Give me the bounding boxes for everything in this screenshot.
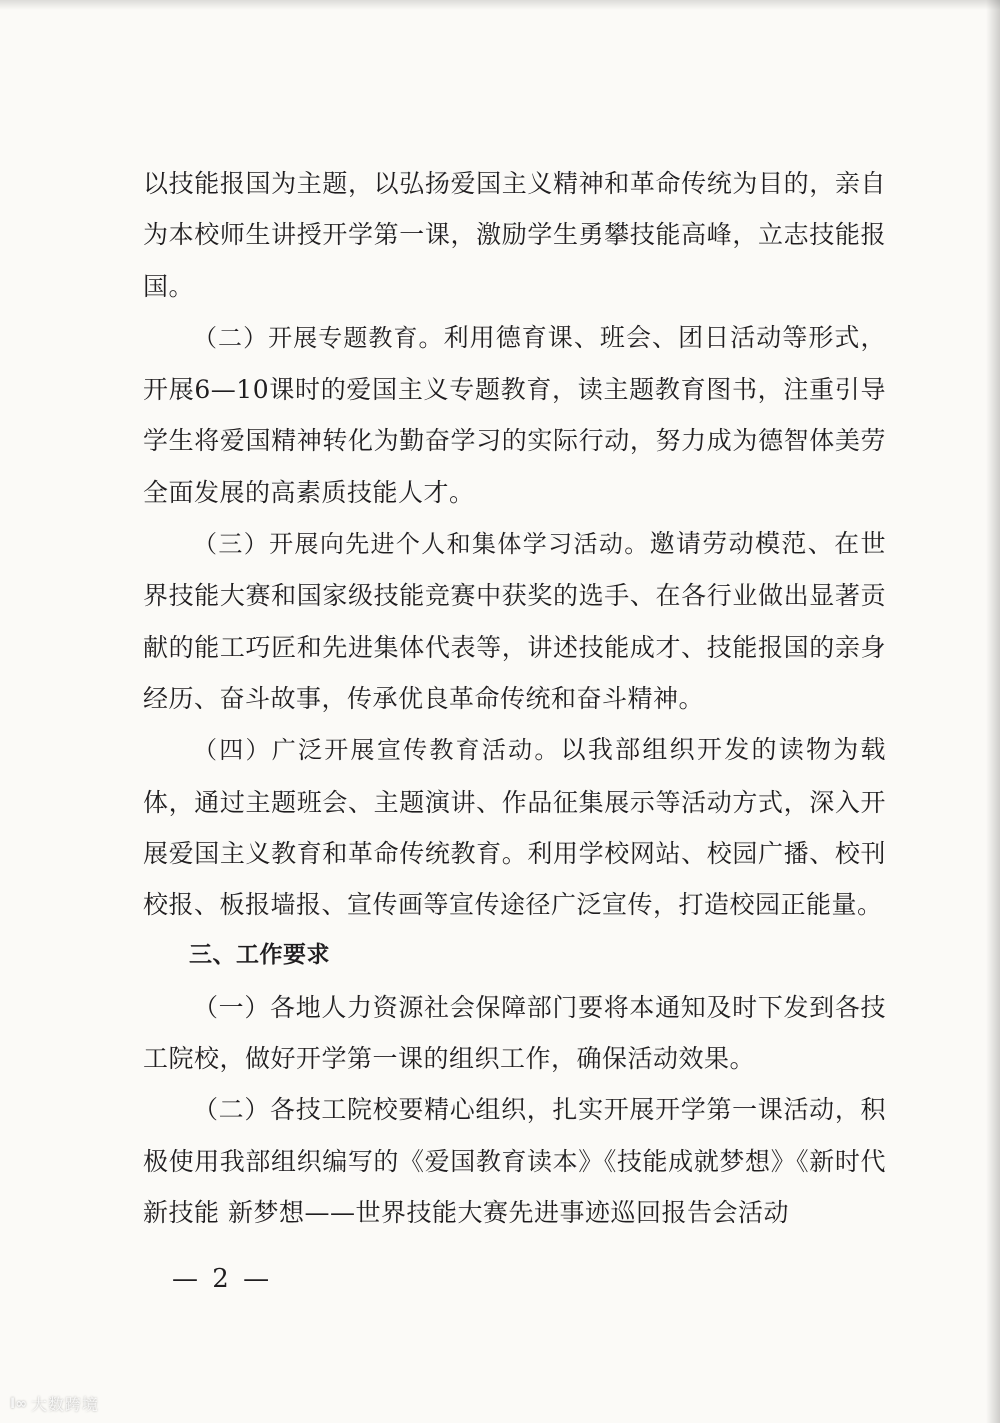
paragraph-topic-education bbox=[143, 312, 886, 518]
section-heading: 三、工作要求 bbox=[189, 942, 330, 969]
paragraph-lead: （四）广泛开展宣传教育活动。 bbox=[193, 736, 561, 765]
requirement-item: （二）各技工院校要精心组织，扎实开展开学第一课活动，积极使用我部组织编写的《爱国教育读本》《技能成就梦想》《新时代 新技能 新梦想——世界技能大赛先进事迹巡回报告会活动 bbox=[143, 1095, 886, 1227]
watermark-text: 大数跨境 bbox=[30, 1395, 99, 1414]
watermark bbox=[10, 1392, 99, 1415]
scan-top-shadow bbox=[0, 0, 1000, 10]
requirement-item: （一）各地人力资源社会保障部门要将本通知及时下发到各技工院校，做好开学第一课的组织工作，确保活动效果。 bbox=[143, 992, 886, 1074]
page-number: — 2 — bbox=[172, 1264, 273, 1294]
paragraph-text: 以我部组织开发的读物为载体，通过主题班会、主题演讲、作品征集展示等活动方式，深入开展爱国主义教育和革命传统教育。利用学校网站、校园广播、校刊校报、板报墙报、宣传画等宣传途径广泛宣传，打造校园正能量。 bbox=[143, 735, 886, 920]
paragraph-lead: （二）开展专题教育。 bbox=[193, 323, 444, 352]
paragraph-text: 以技能报国为主题，以弘扬爱国主义精神和革命传统为目的，亲自为本校师生讲授开学第一课，激励学生勇攀技能高峰，立志技能报国。 bbox=[143, 169, 886, 301]
watermark-logo-icon: I∞ bbox=[10, 1395, 27, 1412]
paragraph-text: 利用德育课、班会、团日活动等形式，开展6—10课时的爱国主义专题教育，读主题教育图书，注重引导学生将爱国精神转化为勤奋学习的实际行动，努力成为德智体美劳全面发展的高素质技能人才。 bbox=[143, 322, 886, 507]
paragraph-continuation bbox=[143, 158, 886, 312]
paragraph-lead: （三）开展向先进个人和集体学习活动。 bbox=[193, 530, 650, 559]
paragraph-learning-activities bbox=[143, 518, 886, 724]
paragraph-publicity-activities bbox=[143, 724, 886, 930]
document-body bbox=[143, 158, 886, 1238]
paragraph-text: 邀请劳动模范、在世界技能大赛和国家级技能竞赛中获奖的选手、在各行业做出显著贡献的能工巧匠和先进集体代表等，讲述技能成才、技能报国的亲身经历、奋斗故事，传承优良革命传统和奋斗精神。 bbox=[143, 529, 886, 713]
scan-edge-shadow bbox=[986, 0, 1000, 1423]
